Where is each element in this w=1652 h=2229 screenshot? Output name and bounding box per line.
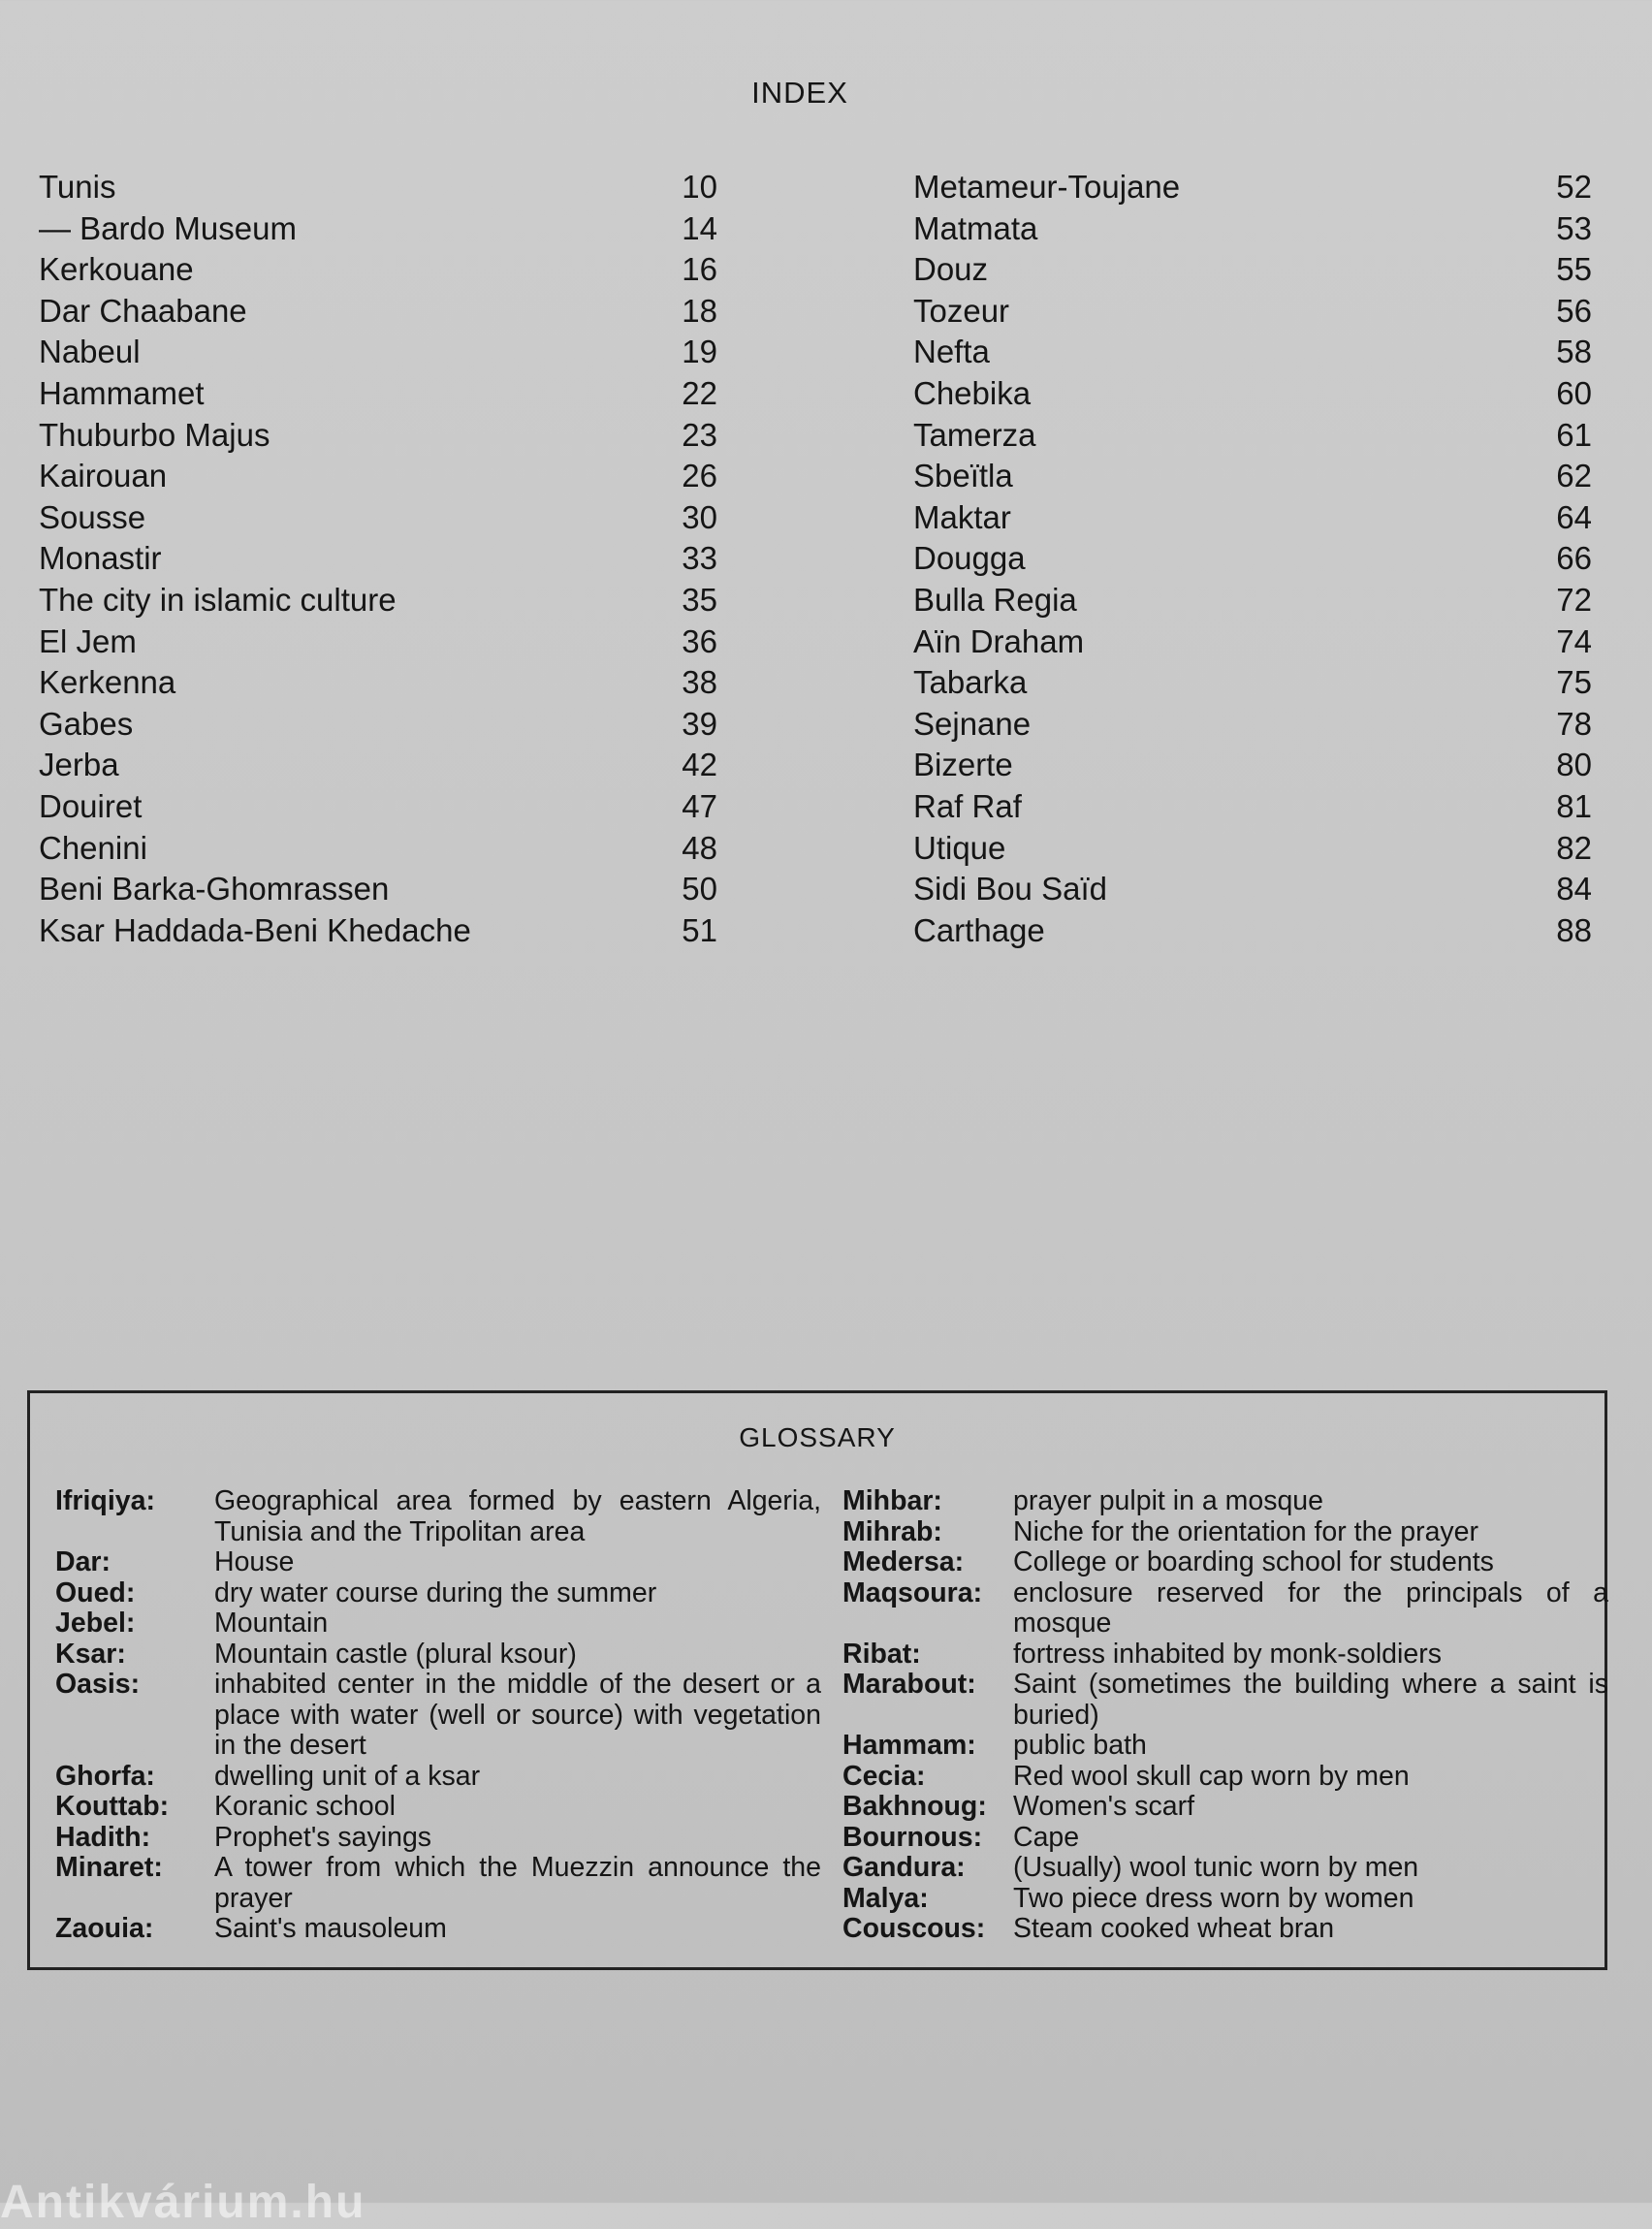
index-entry-name: Monastir [39, 540, 162, 577]
index-entry-name: Dougga [913, 540, 1026, 577]
index-entry-name: Gabes [39, 705, 134, 742]
index-entry-page: 18 [682, 292, 717, 329]
index-entry-page: 35 [682, 581, 717, 618]
index-entry [913, 704, 1592, 746]
glossary-definition: dwelling unit of a ksar [214, 1760, 481, 1792]
index-title: INDEX [751, 76, 848, 110]
index-entry-page: 82 [1556, 829, 1592, 866]
index-entry-page: 38 [682, 664, 717, 701]
glossary-definition: Red wool skull cap worn by men [1013, 1760, 1410, 1792]
index-entry [913, 580, 1592, 621]
glossary-term: Mihrab: [842, 1515, 942, 1547]
glossary-definition: inhabited center in the middle of the desert or a place with water (well or source) with vegetation in the desert [214, 1669, 821, 1761]
index-entry-name: Chenini [39, 829, 147, 866]
index-entry [913, 786, 1592, 828]
index-entry-page: 10 [682, 169, 717, 205]
index-entry [913, 208, 1592, 250]
glossary-entry [842, 1578, 1608, 1640]
index-entry-page: 39 [682, 705, 717, 742]
glossary-definition: Koranic school [214, 1791, 396, 1822]
glossary-entry [55, 1608, 821, 1640]
glossary-term: Ribat: [842, 1638, 921, 1670]
index-entry-page: 42 [682, 747, 717, 783]
index-entry-page: 80 [1556, 747, 1592, 783]
glossary-definition: enclosure reserved for the principals of a mosque [1013, 1576, 1608, 1639]
index-entry-page: 61 [1556, 416, 1592, 453]
index-entry-name: Nefta [913, 334, 990, 370]
index-entry-name: The city in islamic culture [39, 581, 397, 618]
index-entry-page: 36 [682, 622, 717, 659]
index-entry [39, 291, 717, 333]
index-entry [913, 869, 1592, 910]
index-entry-name: Tunis [39, 169, 116, 205]
index-entry [913, 745, 1592, 786]
index-entry-name: Douz [913, 251, 989, 288]
glossary-column-left [55, 1486, 821, 1945]
index-entry-page: 88 [1556, 911, 1592, 948]
index-entry-name: Metameur-Toujane [913, 169, 1181, 205]
index-column-left [39, 167, 717, 951]
glossary-definition: public bath [1013, 1730, 1147, 1761]
glossary-entry [842, 1731, 1608, 1762]
index-entry-name: Utique [913, 829, 1006, 866]
index-entry [39, 621, 717, 663]
index-entry [39, 373, 717, 415]
index-entry-page: 16 [682, 251, 717, 288]
index-entry-page: 51 [682, 911, 717, 948]
glossary-term: Kouttab: [55, 1791, 170, 1822]
glossary-definition: Geographical area formed by eastern Algeria, Tunisia and the Tripolitan area [214, 1485, 821, 1547]
glossary-definition: Mountain [214, 1608, 329, 1639]
index-entry [39, 538, 717, 580]
index-entry [913, 538, 1592, 580]
index-entry-page: 84 [1556, 871, 1592, 908]
glossary-definition: Saint (sometimes the building where a saint is buried) [1013, 1669, 1608, 1731]
glossary-term: Malya: [842, 1882, 929, 1914]
glossary-entry [842, 1884, 1608, 1915]
glossary-term: Ifriqiya: [55, 1485, 155, 1516]
glossary-definition: Prophet's sayings [214, 1821, 432, 1853]
glossary-definition: Steam cooked wheat bran [1013, 1913, 1335, 1944]
watermark: Antikvárium.hu [0, 2177, 366, 2228]
index-entry [913, 373, 1592, 415]
glossary-term: Oued: [55, 1576, 136, 1608]
index-entry-page: 48 [682, 829, 717, 866]
glossary-term: Bournous: [842, 1821, 983, 1853]
index-entry-page: 55 [1556, 251, 1592, 288]
index-entry-name: Chebika [913, 374, 1032, 411]
glossary-entry [842, 1914, 1608, 1945]
glossary-column-right [842, 1486, 1608, 1945]
glossary-definition: dry water course during the summer [214, 1576, 657, 1608]
index-entry [39, 208, 717, 250]
index-entry-name: Sejnane [913, 705, 1032, 742]
index-entry-name: Bizerte [913, 747, 1013, 783]
index-entry-page: 74 [1556, 622, 1592, 659]
index-entry-name: Jerba [39, 747, 119, 783]
index-entry-name: El Jem [39, 622, 137, 659]
glossary-entry [842, 1486, 1608, 1517]
index-entry-page: 14 [682, 209, 717, 246]
index-entry [39, 249, 717, 291]
index-entry-page: 56 [1556, 292, 1592, 329]
index-entry-name: Tamerza [913, 416, 1036, 453]
index-entry [39, 704, 717, 746]
index-entry [39, 869, 717, 910]
index-entry-name: Beni Barka-Ghomrassen [39, 871, 390, 908]
index-entry-name: Dar Chaabane [39, 292, 247, 329]
glossary-entry [842, 1853, 1608, 1884]
index-entry-name: Aïn Draham [913, 622, 1085, 659]
index-entry-page: 78 [1556, 705, 1592, 742]
index-entry-name: Maktar [913, 498, 1011, 535]
index-entry-name: Kairouan [39, 458, 168, 494]
index-entry [913, 167, 1592, 208]
glossary-entry [55, 1792, 821, 1823]
glossary-term: Cecia: [842, 1760, 926, 1792]
index-entry-name: Thuburbo Majus [39, 416, 270, 453]
glossary-box [27, 1390, 1607, 1970]
index-entry-page: 22 [682, 374, 717, 411]
index-entry-name: Douiret [39, 787, 143, 824]
glossary-definition: Two piece dress worn by women [1013, 1882, 1414, 1914]
index-entry [39, 910, 717, 952]
index-entry [39, 662, 717, 704]
glossary-term: Hammam: [842, 1730, 976, 1761]
index-entry-page: 47 [682, 787, 717, 824]
index-entry-name: Kerkouane [39, 251, 194, 288]
glossary-term: Minaret: [55, 1852, 163, 1883]
index-entry-page: 30 [682, 498, 717, 535]
glossary-entry [55, 1640, 821, 1671]
index-entry-name: Sidi Bou Saïd [913, 871, 1107, 908]
index-entry-name: Bulla Regia [913, 581, 1077, 618]
glossary-term: Marabout: [842, 1669, 976, 1700]
glossary-entry [55, 1853, 821, 1914]
index-entry-page: 58 [1556, 334, 1592, 370]
index-entry [913, 332, 1592, 373]
glossary-term: Medersa: [842, 1546, 965, 1577]
index-entry [39, 415, 717, 457]
glossary-term: Ksar: [55, 1638, 126, 1670]
index-entry-page: 62 [1556, 458, 1592, 494]
index-entry-page: 26 [682, 458, 717, 494]
index-entry [39, 497, 717, 539]
glossary-term: Mihbar: [842, 1485, 942, 1516]
glossary-term: Oasis: [55, 1669, 141, 1700]
index-entry [39, 745, 717, 786]
index-entry-page: 53 [1556, 209, 1592, 246]
glossary-entry [55, 1823, 821, 1854]
glossary-entry [55, 1547, 821, 1578]
glossary-definition: Mountain castle (plural ksour) [214, 1638, 577, 1670]
index-entry [913, 497, 1592, 539]
glossary-definition: College or boarding school for students [1013, 1546, 1494, 1577]
glossary-title: GLOSSARY [739, 1422, 896, 1452]
index-entry-page: 19 [682, 334, 717, 370]
index-entry-page: 72 [1556, 581, 1592, 618]
glossary-entry [842, 1547, 1608, 1578]
glossary-term: Zaouia: [55, 1913, 154, 1944]
index-entry-page: 23 [682, 416, 717, 453]
index-entry [913, 828, 1592, 870]
glossary-entry [55, 1578, 821, 1609]
index-entry [39, 456, 717, 497]
index-entry-name: Tabarka [913, 664, 1028, 701]
glossary-definition: Women's scarf [1013, 1791, 1195, 1822]
index-entry-name: Sbeïtla [913, 458, 1013, 494]
glossary-entry [842, 1823, 1608, 1854]
index-entry [39, 167, 717, 208]
index-entry-page: 66 [1556, 540, 1592, 577]
index-column-right [913, 167, 1592, 951]
index-entry [39, 332, 717, 373]
glossary-definition: Cape [1013, 1821, 1080, 1853]
index-entry-name: — Bardo Museum [39, 209, 297, 246]
glossary-entry [842, 1670, 1608, 1731]
index-entry-name: Ksar Haddada-Beni Khedache [39, 911, 471, 948]
index-entry-page: 81 [1556, 787, 1592, 824]
glossary-entry [55, 1762, 821, 1793]
index-entry-name: Tozeur [913, 292, 1010, 329]
index-entry [913, 456, 1592, 497]
index-entry-page: 33 [682, 540, 717, 577]
glossary-term: Gandura: [842, 1852, 966, 1883]
glossary-entry [842, 1762, 1608, 1793]
glossary-entry [842, 1640, 1608, 1671]
glossary-term: Jebel: [55, 1608, 136, 1639]
index-entry [913, 415, 1592, 457]
glossary-term: Maqsoura: [842, 1576, 983, 1608]
index-entry-name: Sousse [39, 498, 146, 535]
glossary-definition: prayer pulpit in a mosque [1013, 1485, 1324, 1516]
glossary-term: Hadith: [55, 1821, 151, 1853]
index-entry-page: 60 [1556, 374, 1592, 411]
glossary-entry [842, 1792, 1608, 1823]
index-entry-name: Kerkenna [39, 664, 176, 701]
index-entry [39, 580, 717, 621]
glossary-definition: House [214, 1546, 295, 1577]
glossary-term: Couscous: [842, 1913, 986, 1944]
glossary-definition: Saint's mausoleum [214, 1913, 447, 1944]
glossary-entry [55, 1914, 821, 1945]
glossary-definition: A tower from which the Muezzin announce the prayer [214, 1852, 821, 1914]
index-entry-page: 64 [1556, 498, 1592, 535]
index-entry-page: 50 [682, 871, 717, 908]
index-entry-name: Matmata [913, 209, 1038, 246]
glossary-term: Dar: [55, 1546, 111, 1577]
index-entry-page: 52 [1556, 169, 1592, 205]
index-entry-name: Hammamet [39, 374, 205, 411]
glossary-entry [842, 1517, 1608, 1548]
index-entry [913, 621, 1592, 663]
glossary-entry [55, 1486, 821, 1547]
index-entry [913, 662, 1592, 704]
index-entry [39, 786, 717, 828]
glossary-term: Bakhnoug: [842, 1791, 987, 1822]
index-entry-name: Nabeul [39, 334, 141, 370]
index-entry-name: Raf Raf [913, 787, 1022, 824]
index-entry-page: 75 [1556, 664, 1592, 701]
glossary-definition: Niche for the orientation for the prayer [1013, 1515, 1479, 1547]
index-entry [39, 828, 717, 870]
index-entry [913, 249, 1592, 291]
glossary-definition: (Usually) wool tunic worn by men [1013, 1852, 1419, 1883]
glossary-term: Ghorfa: [55, 1760, 155, 1792]
glossary-definition: fortress inhabited by monk-soldiers [1013, 1638, 1442, 1670]
index-entry-name: Carthage [913, 911, 1045, 948]
index-entry [913, 910, 1592, 952]
index-entry [913, 291, 1592, 333]
glossary-entry [55, 1670, 821, 1762]
